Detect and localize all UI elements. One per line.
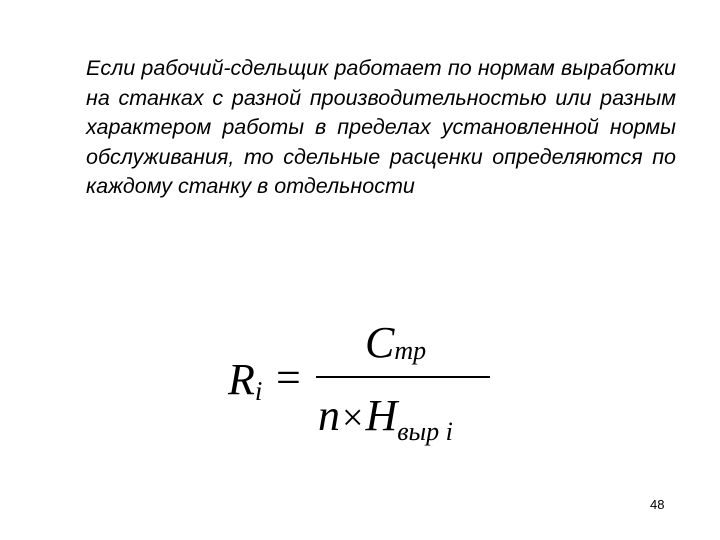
formula-equals-sign: = [276, 353, 301, 402]
formula-denominator-n: n [318, 391, 340, 440]
formula-lhs-subscript: i [254, 376, 263, 406]
formula-numerator [365, 318, 426, 376]
formula-fraction-bar [316, 376, 490, 378]
formula-lhs-symbol: R [228, 355, 255, 404]
body-paragraph: Если рабочий-сдельщик работает по нормам выработки на станках с разной производительностью или разным характером работы в пределах установленной нормы обслуживания, то сдельные расценки определяются по каждому станку в отдельности [86, 56, 676, 198]
formula-denominator-h: H [365, 391, 398, 440]
formula-numerator-symbol: C [365, 318, 395, 367]
formula-times-sign: × [342, 397, 364, 439]
formula-numerator-subscript: тр [394, 336, 427, 365]
formula-denominator-subscript: выр i [397, 417, 453, 446]
page-number: 48 [650, 497, 665, 512]
formula-lhs [228, 355, 262, 416]
piece-rate-formula [228, 318, 498, 453]
formula-denominator [318, 391, 453, 457]
